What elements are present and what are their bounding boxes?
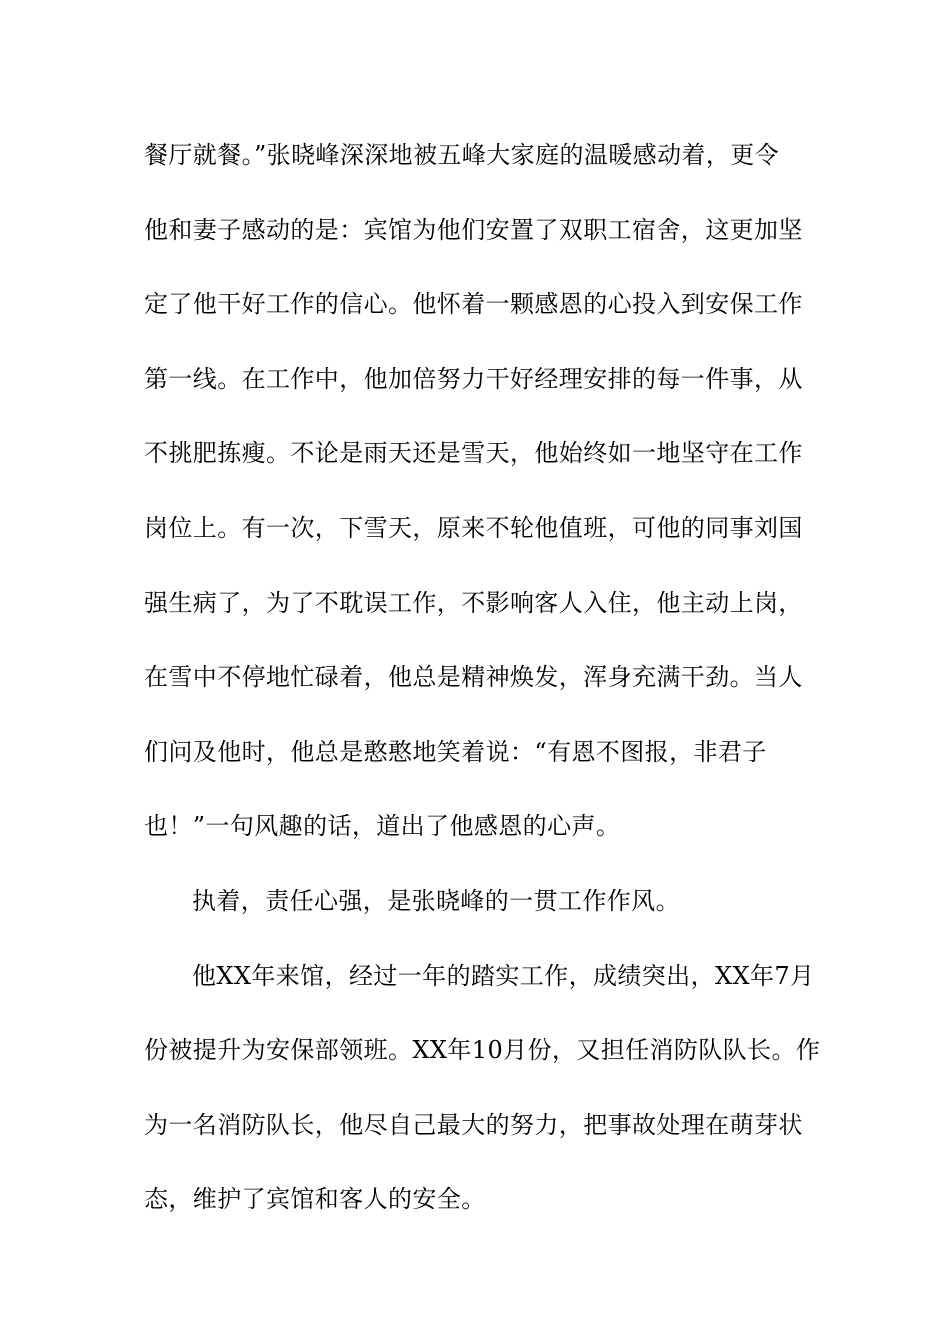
text-line: 在雪中不停地忙碌着，他总是精神焕发，浑身充满干劲。当人 <box>144 663 803 692</box>
paragraph-first-line: 他XX年来馆，经过一年的踏实工作，成绩突出，XX年7月 <box>192 961 815 990</box>
text-line: 岗位上。有一次，下雪天，原来不轮他值班，可他的同事刘国 <box>144 513 803 542</box>
text-line: 餐厅就餐。”张晓峰深深地被五峰大家庭的温暖感动着，更令 <box>144 141 780 169</box>
text-line: 他和妻子感动的是：宾馆为他们安置了双职工宿舍，这更加坚 <box>144 215 803 244</box>
text-line: 第一线。在工作中，他加倍努力干好经理安排的每一件事，从 <box>144 364 803 393</box>
text-line: 不挑肥拣瘦。不论是雨天还是雪天，他始终如一地坚守在工作 <box>144 439 803 468</box>
text-line: 为一名消防队长，他尽自己最大的努力，把事故处理在萌芽状 <box>144 1110 803 1139</box>
document-body <box>144 126 821 1245</box>
text-line: 也！”一句风趣的话，道出了他感恩的心声。 <box>144 812 621 841</box>
text-line: 态，维护了宾馆和客人的安全。 <box>144 1185 486 1214</box>
text-line: 定了他干好工作的信心。他怀着一颗感恩的心投入到安保工作 <box>144 290 803 319</box>
text-line: 们问及他时，他总是憨憨地笑着说：“有恩不图报，非君子 <box>144 737 767 766</box>
text-line: 份被提升为安保部领班。XX年10月份，又担任消防队队长。作 <box>144 1036 821 1065</box>
paragraph-first-line: 执着，责任心强，是张晓峰的一贯工作作风。 <box>192 886 680 915</box>
text-line: 强生病了，为了不耽误工作，不影响客人入住，他主动上岗， <box>144 588 803 617</box>
